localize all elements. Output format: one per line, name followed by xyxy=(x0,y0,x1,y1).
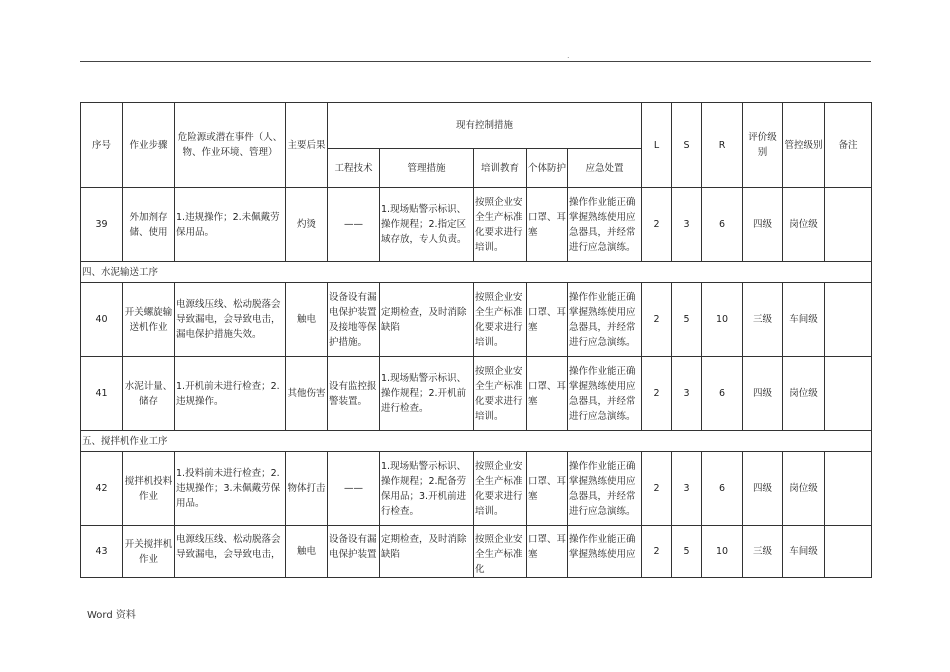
cell-emergency: 操作作业能正确掌握熟练使用应急器具，并经常进行应急演练。 xyxy=(568,357,642,431)
cell-eng: —— xyxy=(328,452,380,526)
cell-hazard: 电源线压线、松动脱落会导致漏电，会导致电击， xyxy=(175,526,286,578)
cell-hazard: 1.违规操作；2.未佩戴劳保用品。 xyxy=(175,188,286,262)
cell-grade: 四级 xyxy=(743,357,783,431)
cell-eng: 设备设有漏电保护装置 xyxy=(328,526,380,578)
cell-ppe: 口罩、耳塞 xyxy=(527,357,568,431)
cell-r: 6 xyxy=(702,452,743,526)
cell-seq: 39 xyxy=(81,188,123,262)
cell-r: 10 xyxy=(702,526,743,578)
cell-l: 2 xyxy=(642,526,672,578)
cell-level: 车间级 xyxy=(783,526,825,578)
header-training: 培训教育 xyxy=(474,149,527,188)
cell-step: 开关搅拌机作业 xyxy=(123,526,175,578)
section-row xyxy=(81,431,872,452)
header-ppe: 个体防护 xyxy=(527,149,568,188)
cell-consequence: 触电 xyxy=(286,283,328,357)
cell-l: 2 xyxy=(642,283,672,357)
cell-ppe: 口罩、耳塞 xyxy=(527,283,568,357)
cell-eng: 设备设有漏电保护装置及接地等保护措施。 xyxy=(328,283,380,357)
header-r: R xyxy=(702,103,743,188)
header-eng: 工程技术 xyxy=(328,149,380,188)
cell-s: 3 xyxy=(672,357,702,431)
section-title: 五、搅拌机作业工序 xyxy=(81,431,872,452)
section-title: 四、水泥输送工序 xyxy=(81,262,872,283)
cell-grade: 四级 xyxy=(743,452,783,526)
cell-emergency: 操作作业能正确掌握熟练使用应急器具，并经常进行应急演练。 xyxy=(568,188,642,262)
cell-grade: 三级 xyxy=(743,526,783,578)
table-row xyxy=(81,357,872,431)
cell-remark xyxy=(825,452,872,526)
cell-seq: 42 xyxy=(81,452,123,526)
cell-mgmt: 1.现场贴警示标识、操作规程；2.指定区域存放，专人负责。 xyxy=(380,188,474,262)
header-emergency: 应急处置 xyxy=(568,149,642,188)
cell-s: 5 xyxy=(672,283,702,357)
table-header xyxy=(81,103,872,188)
cell-s: 3 xyxy=(672,188,702,262)
cell-r: 10 xyxy=(702,283,743,357)
cell-l: 2 xyxy=(642,188,672,262)
header-rule xyxy=(80,61,871,62)
cell-r: 6 xyxy=(702,188,743,262)
cell-step: 搅拌机投料作业 xyxy=(123,452,175,526)
cell-mgmt: 定期检查，及时消除缺陷 xyxy=(380,283,474,357)
cell-emergency: 操作作业能正确掌握熟练使用应 xyxy=(568,526,642,578)
cell-emergency: 操作作业能正确掌握熟练使用应急器具，并经常进行应急演练。 xyxy=(568,452,642,526)
cell-ppe: 口罩、耳塞 xyxy=(527,452,568,526)
table-row xyxy=(81,526,872,578)
risk-assessment-table xyxy=(80,102,872,578)
cell-remark xyxy=(825,526,872,578)
cell-level: 车间级 xyxy=(783,283,825,357)
cell-seq: 43 xyxy=(81,526,123,578)
cell-level: 岗位级 xyxy=(783,357,825,431)
cell-hazard: 1.投料前未进行检查；2.违规操作；3.未佩戴劳保用品。 xyxy=(175,452,286,526)
table-row xyxy=(81,188,872,262)
cell-grade: 四级 xyxy=(743,188,783,262)
cell-l: 2 xyxy=(642,357,672,431)
cell-seq: 41 xyxy=(81,357,123,431)
cell-step: 外加剂存储、使用 xyxy=(123,188,175,262)
cell-training: 按照企业安全生产标准化 xyxy=(474,526,527,578)
cell-s: 3 xyxy=(672,452,702,526)
header-dot: . xyxy=(567,51,570,60)
table-body xyxy=(81,188,872,578)
cell-eng: 设有监控报警装置。 xyxy=(328,357,380,431)
cell-level: 岗位级 xyxy=(783,452,825,526)
cell-ppe: 口罩、耳塞 xyxy=(527,526,568,578)
cell-training: 按照企业安全生产标准化要求进行培训。 xyxy=(474,283,527,357)
cell-remark xyxy=(825,357,872,431)
cell-remark xyxy=(825,188,872,262)
cell-r: 6 xyxy=(702,357,743,431)
cell-consequence: 物体打击 xyxy=(286,452,328,526)
cell-step: 水泥计量、储存 xyxy=(123,357,175,431)
cell-ppe: 口罩、耳塞 xyxy=(527,188,568,262)
header-grade: 评价级别 xyxy=(743,103,783,188)
footer-label: Word 资料 xyxy=(87,610,136,621)
section-row xyxy=(81,262,872,283)
cell-consequence: 触电 xyxy=(286,526,328,578)
cell-consequence: 其他伤害 xyxy=(286,357,328,431)
table-row xyxy=(81,283,872,357)
cell-remark xyxy=(825,283,872,357)
cell-s: 5 xyxy=(672,526,702,578)
cell-hazard: 电源线压线、松动脱落会导致漏电，会导致电击，漏电保护措施失效。 xyxy=(175,283,286,357)
cell-level: 岗位级 xyxy=(783,188,825,262)
cell-mgmt: 1.现场贴警示标识、操作规程；2.配备劳保用品；3.开机前进行检查。 xyxy=(380,452,474,526)
header-remark: 备注 xyxy=(825,103,872,188)
header-s: S xyxy=(672,103,702,188)
table-row xyxy=(81,452,872,526)
cell-mgmt: 定期检查，及时消除缺陷 xyxy=(380,526,474,578)
cell-hazard: 1.开机前未进行检查；2.违规操作。 xyxy=(175,357,286,431)
header-controls: 现有控制措施 xyxy=(328,103,642,149)
cell-training: 按照企业安全生产标准化要求进行培训。 xyxy=(474,452,527,526)
cell-l: 2 xyxy=(642,452,672,526)
cell-grade: 三级 xyxy=(743,283,783,357)
header-seq: 序号 xyxy=(81,103,123,188)
cell-consequence: 灼烫 xyxy=(286,188,328,262)
cell-training: 按照企业安全生产标准化要求进行培训。 xyxy=(474,357,527,431)
header-l: L xyxy=(642,103,672,188)
header-consequence: 主要后果 xyxy=(286,103,328,188)
header-mgmt: 管理措施 xyxy=(380,149,474,188)
cell-step: 开关螺旋输送机作业 xyxy=(123,283,175,357)
cell-mgmt: 1.现场贴警示标识、操作规程；2.开机前进行检查。 xyxy=(380,357,474,431)
header-step: 作业步骤 xyxy=(123,103,175,188)
header-level: 管控级别 xyxy=(783,103,825,188)
header-hazard: 危险源或潜在事件（人、物、作业环境、管理） xyxy=(175,103,286,188)
cell-eng: —— xyxy=(328,188,380,262)
cell-training: 按照企业安全生产标准化要求进行培训。 xyxy=(474,188,527,262)
cell-seq: 40 xyxy=(81,283,123,357)
cell-emergency: 操作作业能正确掌握熟练使用应急器具，并经常进行应急演练。 xyxy=(568,283,642,357)
